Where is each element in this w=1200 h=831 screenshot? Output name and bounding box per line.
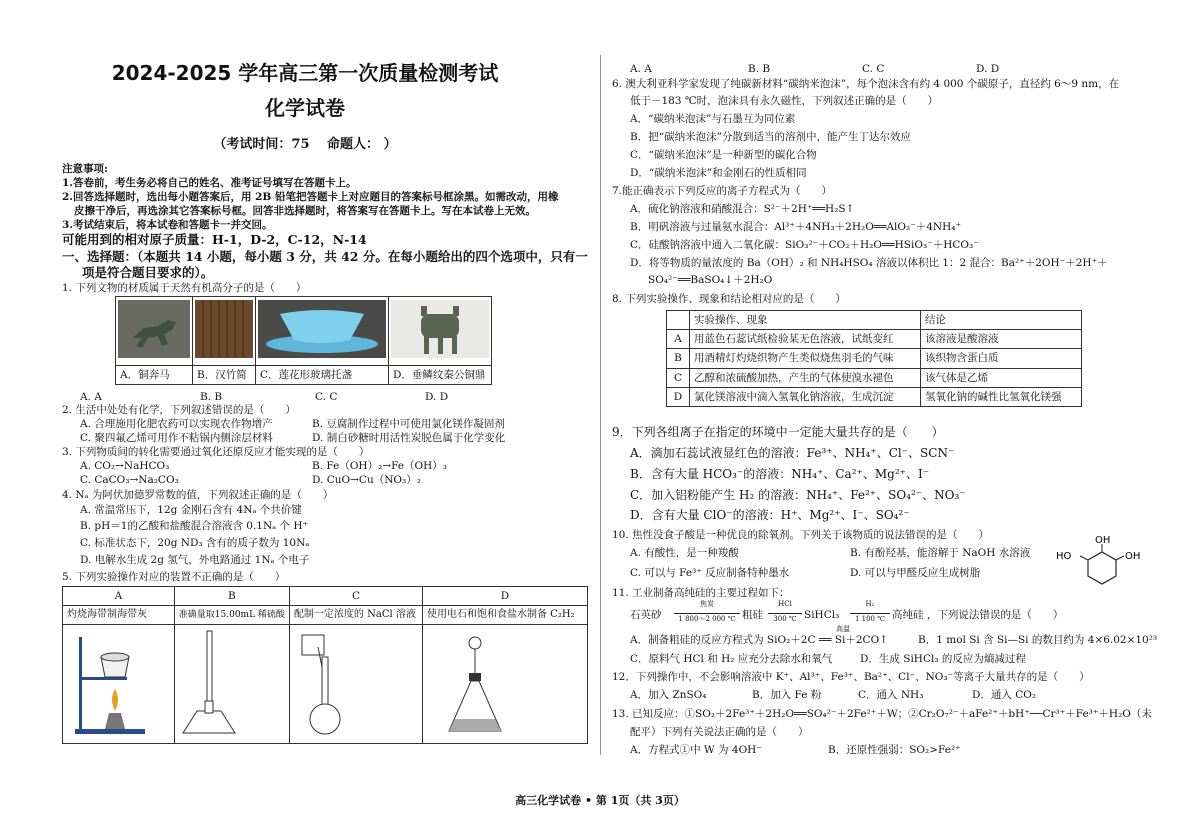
section-heading-2: 项是符合题目要求的）。 [82,265,214,280]
burette-flask-icon [177,627,271,737]
q7-option-a: A．硫化钠溶液和硝酸混合：S²⁻＋2H⁺══H₂S↑ [630,203,855,215]
q8-table [666,310,1082,407]
q1-stem: 1. 下列文物的材质属于天然有机高分子的是（ ） [62,282,307,294]
gas-generator-icon [425,627,585,737]
process-crude-si: 粗硅 [742,609,763,621]
q8-row-c-key: C [667,368,690,387]
q1-option-d: D. D [425,391,449,403]
q5-header-c: C [289,587,422,606]
q1-caption-c: C．莲花形玻璃托盏 [256,366,389,385]
q10-stem: 10. 焦性没食子酸是一种优良的除氧剂。下列关于该物质的说法错误的是（ ） [612,529,990,541]
q2-option-a: A. 合理施用化肥农药可以实现农作物增产 [80,418,273,430]
q6-line-2: 低于－183 ℃时，泡沫具有永久磁性，下列叙述正确的是（ ） [630,95,939,107]
q6-option-d: D．“碳纳米泡沫”和金刚石的性质相同 [630,167,807,179]
q11-option-a: A．制备粗硅的反应方程式为 SiO₂＋2C ══ Si＋2CO↑ [630,634,888,646]
q5-answer-a: A. A [630,63,652,75]
oh-right-label: OH [1125,551,1141,562]
q12-option-a: A．加入 ZnSO₄ [630,689,707,701]
section-heading-1: 一、选择题：（本题共 14 小题，每小题 3 分，共 42 分。在每小题给出的四个选项中，只有一 [62,249,588,264]
q4-option-d: D. 电解水生成 2g 氢气，外电路通过 1Nₐ 个电子 [80,554,310,566]
q1-cell-b [193,297,256,366]
q11-stem: 11. 工业制备高纯硅的主要过程如下： [612,587,790,599]
process-quartz: 石英砂 [630,609,662,621]
q7-stem: 7.能正确表示下列反应的离子方程式为（ ） [612,185,833,197]
exam-info: （考试时间：75 命题人： ） [213,137,397,152]
q6-option-a: A．“碳纳米泡沫”与石墨互为同位素 [630,113,796,125]
notes-heading: 注意事项: [62,163,108,175]
q9-option-d: D．含有大量 ClO⁻的溶液：H⁺、Mg²⁺、I⁻、SO₄²⁻ [630,508,910,522]
q5-answer-b: B. B [748,63,771,75]
q8-row-d-con: 氢氧化钠的碱性比氢氧化镁强 [921,387,1082,406]
q7-option-d: D．将等物质的量浓度的 Ba（OH）₂ 和 NH₄HSO₄ 溶液以体积比 1：2 混合：Ba²⁺＋2OH⁻＋2H⁺＋ [630,257,1108,269]
arrow-2 [768,613,802,614]
note-1: 1.答卷前，考生务必将自己的姓名、准考证号填写在答题卡上。 [62,177,357,189]
q1-cell-c [256,297,389,366]
q5-header-b: B [174,587,289,606]
q10-option-d: D. 可以与甲醛反应生成树脂 [850,567,981,579]
subject-title: 化学试卷 [265,96,345,120]
cond1-top: 焦炭 [700,600,714,608]
atomic-masses: 可能用到的相对原子质量：H-1，D-2，C-12，N-14 [62,232,367,247]
q2-stem: 2. 生活中处处有化学，下列叙述错误的是（ ） [62,404,296,416]
cond2-top: HCl [778,600,792,608]
q8-row-a-con: 该溶液是酸溶液 [921,330,1082,349]
q8-row-b-key: B [667,349,690,368]
process-pure-si: 高纯硅 ，下列说法错误的是（ ） [892,609,1064,621]
q5-cell-d: 使用电石和饱和食盐水制备 C₂H₂ [423,606,588,625]
q5-apparatus-d [423,624,588,743]
q1-option-b: B. B [200,391,223,403]
q5-stem: 5. 下列实验操作对应的装置不正确的是（ ） [62,571,286,583]
q13-option-a: A．方程式①中 W 为 4OH⁻ [630,744,762,756]
volumetric-flask-icon [292,627,416,737]
note-2b: 皮擦干净后，再选涂其它答案标号框。回答非选择题时，将答案写在答题卡上。写在本试卷上无效。 [74,205,536,217]
q4-option-a: A. 常温常压下，12g 金刚石含有 4Nₐ 个共价键 [80,504,302,516]
q5-answer-c: C. C [862,63,885,75]
q4-option-b: B. pH＝1的乙酸和盐酸混合溶液含 0.1Nₐ 个 H⁺ [80,520,309,532]
q3-option-c: C. CaCO₃→Na₂CO₃ [80,474,179,486]
q6-line-1: 6. 澳大利亚科学家发现了纯碳新材料“碳纳米泡沫”，每个泡沫含有约 4 000 个碳原子，直径约 6～9 nm，在 [612,78,1120,90]
bronze-horse-image [118,300,190,358]
q8-row-d-op: 氯化镁溶液中滴入氢氧化钠溶液，生成沉淀 [690,387,921,406]
bamboo-slips-image [195,300,253,358]
q10-option-c: C. 可以与 Fe³⁺ 反应制备特种墨水 [630,567,790,579]
q5-answer-d: D. D [976,63,1000,75]
q8-row-c-op: 乙醇和浓硫酸加热，产生的气体使溴水褪色 [690,368,921,387]
q8-stem: 8. 下列实验操作、现象和结论相对应的是（ ） [612,293,846,305]
q1-option-a: A. A [80,391,102,403]
q2-option-d: D. 制白砂糖时用活性炭脱色属于化学变化 [312,432,506,444]
q1-cell-d [389,297,492,366]
q3-stem: 3. 下列物质间的转化需要通过氧化还原反应才能实现的是（ ） [62,446,370,458]
q8-row-d-key: D [667,387,690,406]
q1-option-c: C. C [315,391,338,403]
q12-option-d: D．通入 CO₂ [972,689,1037,701]
q5-apparatus-b [174,624,289,743]
q12-stem: 12．下列操作中，不会影响溶液中 K⁺、Al³⁺、Fe³⁺、Ba²⁺、Cl⁻、NO₃⁻等离子大量共存的是（ ） [612,671,1090,683]
q5-apparatus-a [63,624,175,743]
q6-option-b: B．把“碳纳米泡沫”分散到适当的溶剂中，能产生丁达尔效应 [630,131,911,143]
q13-line-1: 13. 已知反应：①SO₂＋2Fe³⁺＋2H₂O══SO₄²⁻＋2Fe²⁺＋W；②Cr₂O₇²⁻＋aFe²⁺＋bH⁺──Cr³⁺＋Fe³⁺＋H₂O（未 [612,708,1152,720]
q10-option-b: B. 有酚羟基，能溶解于 NaOH 水溶液 [850,547,1031,559]
q3-option-b: B. Fe（OH）₂→Fe（OH）₃ [312,460,447,472]
q8-row-a-key: A [667,330,690,349]
q1-caption-b: B．汉竹简 [193,366,256,385]
cond1-bottom: 1 800～2 000 ℃ [678,615,736,623]
q9-stem: 9．下列各组离子在指定的环境中一定能大量共存的是（ ） [612,425,944,439]
cond3-top: H₂ [865,600,875,608]
q1-cell-a [116,297,193,366]
column-divider [600,55,601,755]
q2-option-c: C. 聚四氟乙烯可用作不粘锅内侧涂层材料 [80,432,273,444]
q9-option-b: B．含有大量 HCO₃⁻的溶液：NH₄⁺、Ca²⁺、Mg²⁺、I⁻ [630,467,930,481]
q12-option-b: B．加入 Fe 粉 [752,689,822,701]
q7-option-c: C．硅酸钠溶液中通入二氧化碳：SiO₃²⁻＋CO₂＋H₂O══HSiO₃⁻＋HCO₃⁻ [630,239,979,251]
q11-option-b: B．1 mol Si 含 Si—Si 的数目约为 4×6.02×10²³ [918,634,1158,646]
q4-option-c: C. 标准状态下，20g ND₃ 含有的质子数为 10Nₐ [80,537,310,549]
q1-image-table [115,296,492,385]
q5-table [62,586,588,744]
q11-a-condition: 高温 [836,625,850,633]
q8-row-a-op: 用蓝色石蕊试纸检验某无色溶液，试纸变红 [690,330,921,349]
q10-option-a: A. 有酸性，是一种羧酸 [630,547,739,559]
q4-stem: 4. Nₐ 为阿伏加德罗常数的值，下列叙述正确的是（ ） [62,489,334,501]
q5-cell-c: 配制一定浓度的 NaCl 溶液 [289,606,422,625]
arrow-1 [674,613,740,614]
q7-option-d-cont: SO₄²⁻══BaSO₄↓＋2H₂O [648,274,773,286]
arrow-3 [850,613,890,614]
q5-apparatus-c [289,624,422,743]
exam-title: 2024-2025 学年高三第一次质量检测考试 [111,61,499,85]
crucible-stand-icon [65,627,169,737]
q5-header-d: D [423,587,588,606]
q8-header-conclusion: 结论 [921,311,1082,330]
q11-option-d: D．生成 SiHCl₃ 的反应为熵减过程 [860,653,1026,665]
q9-option-a: A．滴加石蕊试液显红色的溶液：Fe³⁺、NH₄⁺、Cl⁻、SCN⁻ [630,446,955,460]
page-footer: 高三化学试卷 • 第 1页（共 3页） [515,794,685,807]
glass-cup-image [258,300,386,358]
q1-caption-d: D．垂鳞纹秦公铜鼎 [389,366,492,385]
q8-row-b-op: 用酒精灯灼烧织物产生类似烧焦羽毛的气味 [690,349,921,368]
oh-top-label: OH [1095,535,1111,546]
q7-option-b: B．明矾溶液与过量氨水混合：Al³⁺＋4NH₃＋2H₂O══AlO₂⁻＋4NH₄⁺ [630,221,962,233]
q13-line-2: 配平）下列有关说法正确的是（ ） [630,726,809,738]
q3-option-d: D. CuO→Cu（NO₃）₂ [312,474,421,486]
q5-cell-b: 准确量取15.00mL 稀硫酸 [174,606,289,625]
q8-row-b-con: 该织物含蛋白质 [921,349,1082,368]
pyrogallol-structure-icon [1052,532,1152,588]
q2-option-b: B. 豆腐制作过程中可使用氯化镁作凝固剂 [312,418,505,430]
bronze-ding-image [391,300,489,358]
q5-header-a: A [63,587,175,606]
q11-option-c: C．原料气 HCl 和 H₂ 应充分去除水和氧气 [630,653,833,665]
q6-option-c: C．“碳纳米泡沫”是一种新型的碳化合物 [630,149,817,161]
cond3-bottom: 1 100 ℃ [854,615,886,623]
ho-left-label: HO [1056,551,1072,562]
cond2-bottom: 300 ℃ [773,615,797,623]
q5-cell-a: 灼烧海带制海带灰 [63,606,175,625]
process-sihcl3: SiHCl₃ [804,609,840,621]
note-3: 3.考试结束后，将本试卷和答题卡一并交回。 [62,219,273,231]
q3-option-a: A. CO₂→NaHCO₃ [80,460,170,472]
q12-option-c: C．通入 NH₃ [858,689,924,701]
q13-option-b: B．还原性强弱：SO₂>Fe²⁺ [828,744,961,756]
q8-header-op: 实验操作、现象 [690,311,921,330]
q8-row-c-con: 该气体是乙烯 [921,368,1082,387]
note-2: 2.回答选择题时，选出每小题答案后，用 2B 铅笔把答题卡上对应题目的答案标号框涂黑。如需改动，用橡 [62,191,559,203]
q9-option-c: C．加入铝粉能产生 H₂ 的溶液：NH₄⁺、Fe²⁺、SO₄²⁻、NO₃⁻ [630,488,966,502]
q1-caption-a: A．铜奔马 [116,366,193,385]
